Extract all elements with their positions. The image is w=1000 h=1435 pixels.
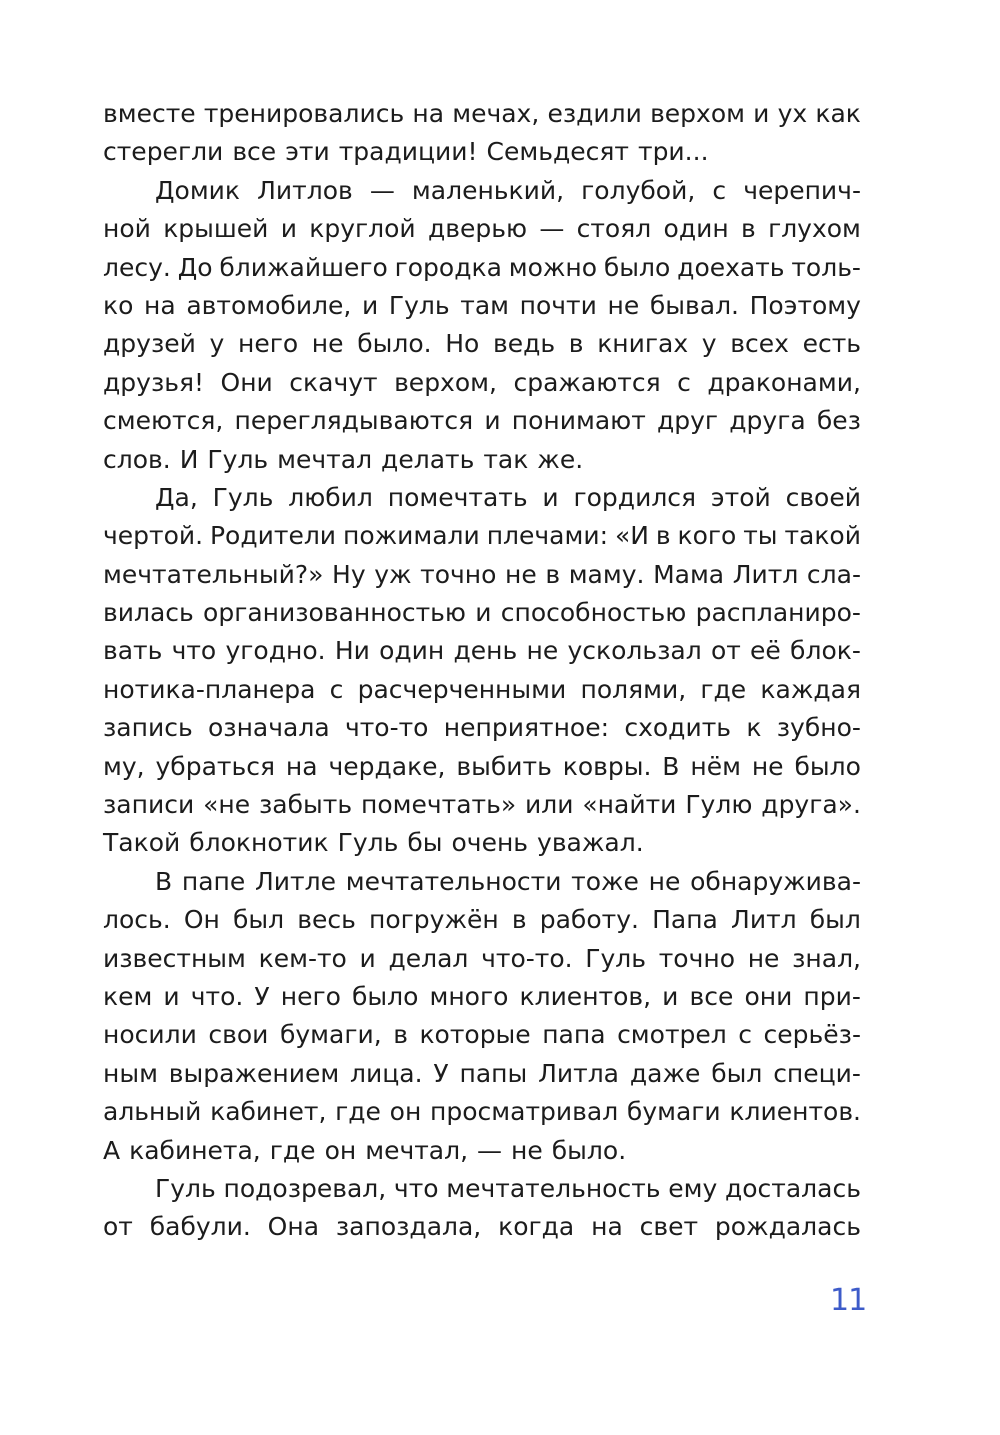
text-line — [103, 133, 861, 171]
word: альный — [103, 1097, 202, 1127]
text-line — [103, 287, 861, 325]
word: что-то — [344, 713, 429, 743]
word: с — [677, 367, 691, 397]
text-line — [103, 249, 861, 287]
word: угодно. — [225, 636, 326, 666]
word: традиции! — [338, 137, 478, 167]
text-line — [103, 748, 861, 786]
word: друга». — [761, 790, 861, 820]
word: ускользал — [567, 636, 702, 666]
word: Литл — [731, 905, 797, 935]
word: ух — [777, 99, 808, 128]
word: зубно- — [776, 713, 861, 743]
text-line — [103, 441, 861, 479]
word: он — [324, 1135, 357, 1165]
word: все — [232, 137, 277, 167]
body-text — [103, 95, 861, 1247]
word: в — [741, 214, 756, 244]
text-line — [103, 364, 861, 402]
word: мечтал, — [365, 1135, 469, 1165]
word: стерегли — [103, 137, 224, 167]
word: лось. — [103, 905, 171, 935]
word: любил — [288, 482, 373, 512]
word: у — [701, 329, 717, 359]
word: был — [233, 905, 285, 935]
word: и — [662, 981, 679, 1011]
word: там — [460, 290, 510, 320]
word: него — [237, 329, 299, 359]
text-line — [103, 556, 861, 594]
word: Ну — [332, 559, 366, 589]
word: кем — [103, 981, 153, 1011]
word: драконами, — [707, 367, 861, 397]
word: серьёз- — [763, 1020, 861, 1050]
word: тренировались — [203, 99, 405, 128]
word: и — [280, 214, 297, 244]
word: работу. — [539, 905, 639, 935]
word: ведь — [493, 329, 556, 359]
word: был — [809, 905, 861, 935]
word: же. — [537, 444, 584, 474]
word: или — [525, 790, 574, 820]
word: делал — [388, 943, 469, 973]
word: понимают — [511, 406, 646, 436]
text-line — [103, 594, 861, 632]
word: Такой — [103, 828, 181, 858]
text-line — [103, 978, 861, 1016]
word: сражаются — [513, 367, 661, 397]
word: этой — [710, 482, 771, 512]
word: очень — [451, 828, 529, 858]
word: где — [269, 1135, 316, 1165]
text-line — [103, 325, 861, 363]
word: и — [163, 981, 180, 1011]
word: Литлов — [257, 175, 353, 205]
word: от — [103, 1212, 133, 1242]
word: которые — [419, 1020, 531, 1050]
word: верхом, — [394, 367, 497, 397]
word: не — [648, 866, 681, 896]
word: помечтать» — [360, 790, 517, 820]
text-line — [103, 709, 861, 747]
text-line — [103, 1132, 861, 1170]
word: весь — [297, 905, 356, 935]
word: смотрел — [617, 1020, 727, 1050]
word: ной — [103, 214, 151, 244]
word: кабинета, — [129, 1135, 261, 1165]
word: И — [179, 444, 199, 474]
word: всех — [730, 329, 789, 359]
word: и — [484, 406, 501, 436]
word: каждая — [760, 674, 861, 704]
word: переглядываются — [234, 406, 474, 436]
word: они — [744, 981, 793, 1011]
word: с — [738, 1020, 753, 1050]
word: погружён — [369, 905, 499, 935]
text-line — [103, 1093, 861, 1131]
word: папа — [542, 1020, 606, 1050]
word: — — [539, 214, 565, 244]
word: в — [393, 1020, 408, 1050]
word: к — [746, 713, 762, 743]
word: Да, — [155, 482, 198, 512]
word: было — [794, 751, 861, 781]
word: нотика-планера — [103, 674, 316, 704]
word: смеются, — [103, 406, 224, 436]
word: не — [311, 329, 344, 359]
word: организованностью — [203, 598, 466, 628]
word: на — [591, 1212, 623, 1242]
word: блокнотик — [189, 828, 329, 858]
word: ему — [668, 1173, 718, 1203]
word: без — [816, 406, 861, 436]
word: уважал. — [537, 828, 644, 858]
word: «найти — [582, 790, 677, 820]
text-line — [103, 940, 861, 978]
word: нём — [690, 751, 741, 781]
text-line — [103, 1208, 861, 1246]
word: гордился — [573, 482, 697, 512]
word: в — [568, 329, 584, 359]
word: вместе — [103, 99, 196, 128]
text-line — [103, 901, 861, 939]
word: он — [389, 1097, 422, 1127]
text-line — [103, 1170, 861, 1208]
word: знал, — [792, 943, 861, 973]
word: — — [369, 175, 395, 205]
word: способностью — [500, 598, 687, 628]
word: почти — [519, 290, 597, 320]
word: не — [505, 559, 537, 589]
word: слов. — [103, 444, 171, 474]
word: друзья! — [103, 367, 205, 397]
word: ко — [103, 290, 134, 320]
word: мечтал — [277, 444, 373, 474]
word: мечах, — [452, 99, 540, 128]
word: Он — [183, 905, 220, 935]
word: уж — [374, 559, 412, 589]
word: три... — [638, 137, 709, 167]
word: автомобиле, — [186, 290, 352, 320]
word: на — [412, 99, 445, 128]
word: лица. — [350, 1058, 423, 1088]
text-line — [103, 786, 861, 824]
word: толь- — [791, 252, 861, 282]
word: мечтательный?» — [103, 559, 324, 589]
word: Литле — [255, 866, 336, 896]
word: Литл — [732, 559, 799, 589]
word: в — [655, 521, 671, 551]
word: папы — [459, 1058, 528, 1088]
word: было — [351, 981, 419, 1011]
word: выражением — [168, 1058, 340, 1088]
word: книгах — [597, 329, 689, 359]
word: черепич- — [743, 175, 861, 205]
word: плечами: — [486, 521, 609, 551]
word: на — [285, 751, 318, 781]
word: такой — [784, 521, 861, 551]
word: известным — [103, 943, 246, 973]
word: голубой, — [581, 175, 696, 205]
word: Они — [220, 367, 273, 397]
word: забыть — [259, 790, 353, 820]
word: бумаги, — [279, 1020, 382, 1050]
word: кого — [677, 521, 737, 551]
word: и — [542, 482, 559, 512]
text-line — [103, 210, 861, 248]
word: на — [144, 290, 176, 320]
word: и — [359, 943, 376, 973]
word: не — [511, 1135, 543, 1165]
word: В — [662, 751, 680, 781]
word: клиентов. — [729, 1097, 861, 1127]
word: свои — [208, 1020, 269, 1050]
word: лесу. — [103, 252, 171, 282]
word: блок- — [790, 636, 861, 666]
word: было — [603, 252, 671, 282]
word: дверью — [427, 214, 528, 244]
word: делать — [381, 444, 475, 474]
word: запоздала, — [335, 1212, 482, 1242]
word: запись — [103, 713, 193, 743]
word: До — [177, 252, 213, 282]
word: было. — [551, 1135, 627, 1165]
word: ездили — [547, 99, 642, 128]
word: записи — [103, 790, 195, 820]
word: не — [747, 943, 780, 973]
word: её — [750, 636, 781, 666]
word: выбить — [456, 751, 552, 781]
word: А — [103, 1135, 121, 1165]
text-line — [103, 95, 861, 133]
text-line — [103, 517, 861, 555]
text-line — [103, 172, 861, 210]
word: при- — [803, 981, 861, 1011]
word: бывал. — [649, 290, 739, 320]
word: день — [453, 636, 518, 666]
word: бабули. — [149, 1212, 251, 1242]
word: можно — [508, 252, 598, 282]
word: от — [710, 636, 741, 666]
word: Но — [445, 329, 480, 359]
word: «И — [614, 521, 649, 551]
word: ковры. — [562, 751, 652, 781]
word: в — [545, 559, 561, 589]
word: свет — [639, 1212, 699, 1242]
word: маму. — [568, 559, 645, 589]
word: что — [171, 636, 217, 666]
text-line — [103, 1016, 861, 1054]
word: У — [433, 1058, 449, 1088]
word: него — [280, 981, 341, 1011]
word: мечтательности — [345, 866, 562, 896]
word: Семьдесят — [486, 137, 629, 167]
word: му, — [103, 751, 145, 781]
word: ным — [103, 1058, 158, 1088]
word: кем-то — [258, 943, 347, 973]
text-line — [103, 824, 861, 862]
word: Мама — [653, 559, 725, 589]
text-line — [103, 402, 861, 440]
word: кабинет, — [210, 1097, 327, 1127]
word: и — [753, 99, 770, 128]
word: друга — [729, 406, 806, 436]
word: точно — [658, 943, 735, 973]
word: просматривал — [430, 1097, 619, 1127]
word: с — [329, 674, 344, 704]
word: много — [429, 981, 509, 1011]
word: так — [483, 444, 529, 474]
word: и — [475, 598, 492, 628]
word: Гуль — [337, 828, 399, 858]
word: Она — [267, 1212, 320, 1242]
word: тоже — [571, 866, 639, 896]
text-line — [103, 479, 861, 517]
word: и — [362, 290, 379, 320]
word: Гуль — [585, 943, 647, 973]
word: помечтать — [387, 482, 528, 512]
word: где — [335, 1097, 381, 1127]
word: когда — [498, 1212, 575, 1242]
word: верхом — [650, 99, 745, 128]
word: что. — [190, 981, 244, 1011]
word: друзей — [103, 329, 196, 359]
word: круглой — [309, 214, 416, 244]
word: вилась — [103, 598, 194, 628]
word: где — [700, 674, 747, 704]
word: все — [689, 981, 734, 1011]
word: у — [209, 329, 225, 359]
word: Гуль — [212, 482, 274, 512]
word: не — [751, 751, 784, 781]
word: Ни — [334, 636, 370, 666]
word: полями, — [580, 674, 687, 704]
word: Родители — [209, 521, 337, 551]
word: в — [511, 905, 527, 935]
word: клиентов, — [519, 981, 652, 1011]
word: убраться — [155, 751, 275, 781]
word: стоял — [576, 214, 652, 244]
word: Гуль — [207, 444, 269, 474]
word: что — [393, 1173, 439, 1203]
word: распланиро- — [695, 598, 861, 628]
word: Домик — [155, 175, 241, 205]
word: Литла — [538, 1058, 619, 1088]
word: ближайшего — [219, 252, 388, 282]
word: сла- — [806, 559, 861, 589]
word: есть — [802, 329, 861, 359]
word: расчерченными — [357, 674, 567, 704]
word: рождалась — [714, 1212, 861, 1242]
word: досталась — [724, 1173, 861, 1203]
word: один — [663, 214, 729, 244]
word: вать — [103, 636, 163, 666]
word: своей — [785, 482, 861, 512]
text-line — [103, 863, 861, 901]
word: — — [477, 1135, 503, 1165]
word: подозревал, — [223, 1173, 387, 1203]
word: В — [155, 866, 173, 896]
word: специ- — [773, 1058, 861, 1088]
word: сходить — [624, 713, 732, 743]
word: Папа — [652, 905, 718, 935]
word: доехать — [677, 252, 785, 282]
word: чердаке, — [328, 751, 446, 781]
word: крышей — [163, 214, 269, 244]
word: У — [254, 981, 270, 1011]
word: как — [815, 99, 861, 128]
word: папе — [181, 866, 246, 896]
word: мечтательность — [446, 1173, 661, 1203]
word: неприятное: — [443, 713, 610, 743]
text-line — [103, 1055, 861, 1093]
word: глухом — [768, 214, 861, 244]
word: пожимали — [342, 521, 480, 551]
word: означала — [208, 713, 330, 743]
word: обнаружива- — [690, 866, 861, 896]
word: друг — [656, 406, 719, 436]
word: точно — [420, 559, 497, 589]
text-line — [103, 671, 861, 709]
word: маленький, — [411, 175, 565, 205]
word: не — [607, 290, 640, 320]
word: бы — [407, 828, 443, 858]
word: скачут — [289, 367, 378, 397]
word: Поэтому — [749, 290, 861, 320]
word: даже — [629, 1058, 701, 1088]
word: городка — [394, 252, 502, 282]
word: Гуль — [155, 1173, 216, 1203]
word: не — [526, 636, 559, 666]
word: эти — [285, 137, 330, 167]
word: чертой. — [103, 521, 204, 551]
word: с — [712, 175, 727, 205]
word: что-то. — [481, 943, 573, 973]
word: один — [379, 636, 445, 666]
page-number: 11 — [830, 1283, 867, 1318]
word: ты — [743, 521, 778, 551]
word: было. — [357, 329, 432, 359]
word: был — [711, 1058, 763, 1088]
word: «не — [203, 790, 251, 820]
word: носили — [103, 1020, 197, 1050]
word: бумаги — [626, 1097, 721, 1127]
word: Гуль — [388, 290, 450, 320]
text-line — [103, 632, 861, 670]
word: Гулю — [685, 790, 753, 820]
